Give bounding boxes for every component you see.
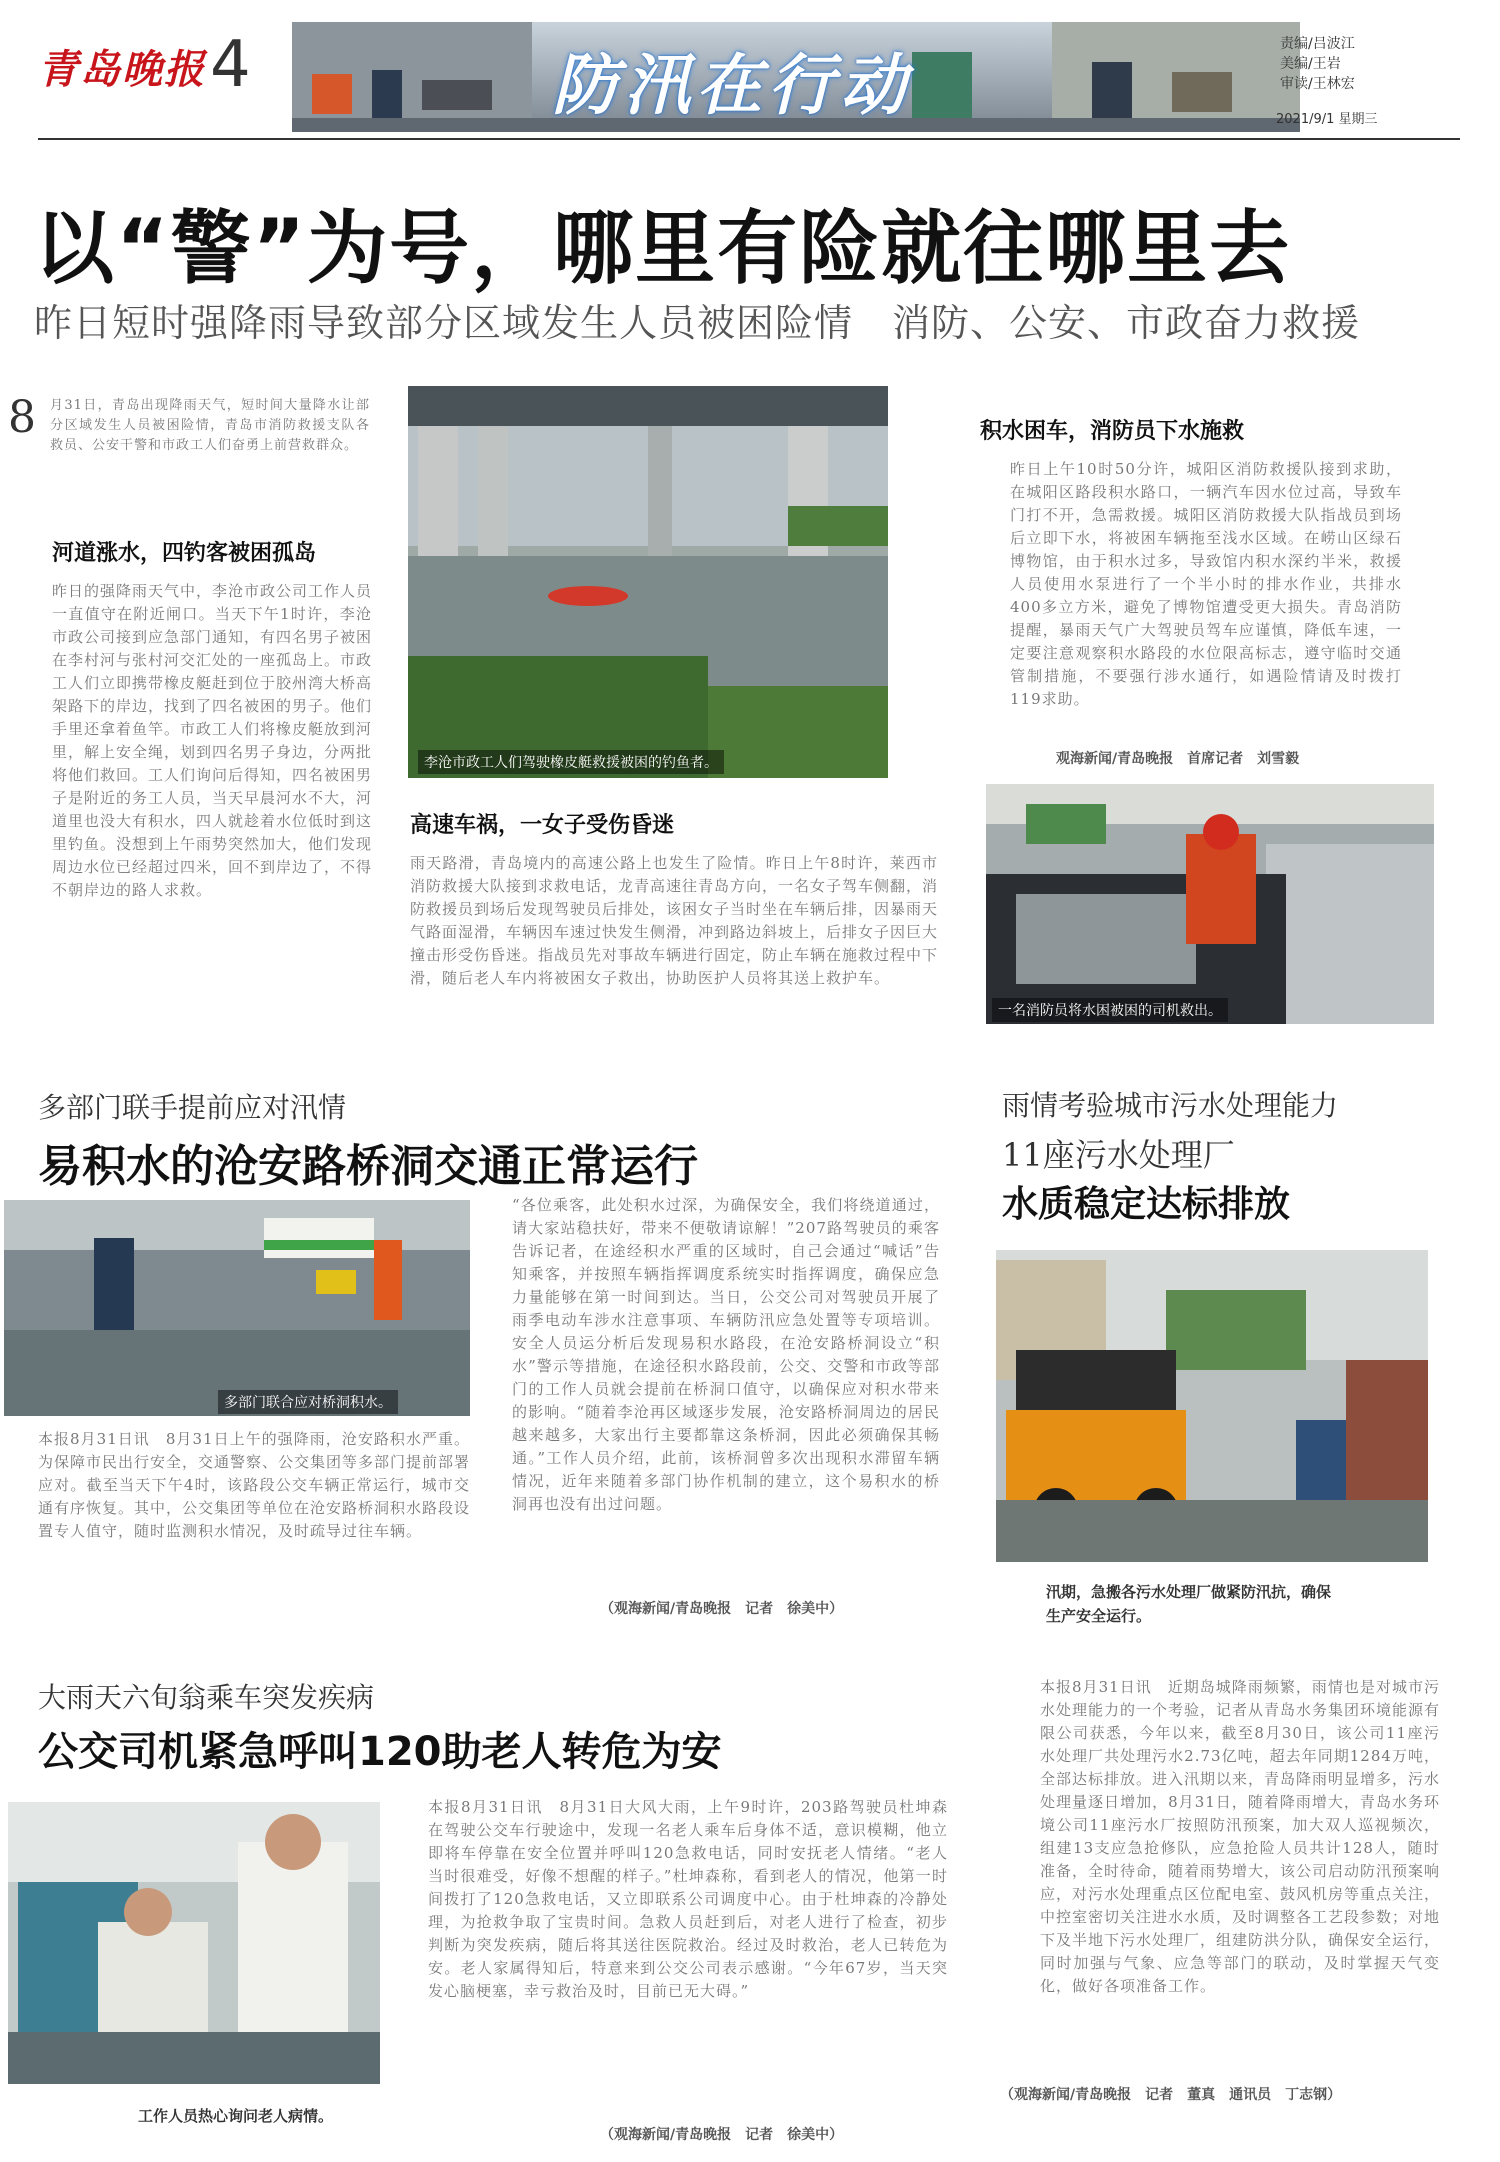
story3-title: 水质稳定达标排放	[1002, 1184, 1291, 1225]
car-rescue-photo	[986, 784, 1434, 1024]
story1-section2-title: 高速车祸，一女子受伤昏迷	[410, 813, 675, 838]
story1-body: 昨日的强降雨天气中，李沧市政公司工作人员一直值守在附近闸口。当天下午1时许，李沧市政公司接到应急部门通知，有四名男子被困在李村河与张村河交汇处的一座孤岛上。市政工人们立即携带橡皮艇赶到位于胶州湾大桥高架路下的岸边，找到了四名被困的男子。他们手里还拿着鱼竿。市政工人们将橡皮艇放到河里，解上安全绳，划到四名男子身边，分两批将他们救回。工人们询问后得知，四名被困男子是附近的务工人员，当天早晨河水不大，河道里也没大有积水，四人就趁着水位低时到这里钓鱼。没想到上午雨势突然加大，他们发现周边水位已经超过四米，回不到岸边了，不得不朝岸边的路人求救。	[52, 582, 372, 899]
bus-photo	[8, 1802, 380, 2084]
issue-date: 2021/9/1 星期三	[1276, 112, 1378, 127]
story2-kicker: 多部门联手提前应对汛情	[38, 1091, 347, 1124]
car-rescue-caption: 一名消防员将水困被困的司机救出。	[992, 998, 1228, 1022]
story3-kicker: 雨情考验城市污水处理能力	[1002, 1089, 1339, 1122]
story1-section3-title: 积水困车，消防员下水施救	[980, 419, 1245, 444]
story3-byline: （观海新闻/青岛晚报 记者 董真 通讯员 丁志钢）	[1000, 2087, 1342, 2103]
story4-body: 本报8月31日讯 8月31日大风大雨，上午9时许，203路驾驶员杜坤森在驾驶公交车行驶途中，发现一名老人乘车后身体不适，意识模糊，他立即将车停靠在安全位置并呼叫120急救电话，同时安抚老人情绪。“老人当时很难受，好像不想醒的样子。”杜坤森称，看到老人的情况，他第一时间拨打了120急救电话，又立即联系公司调度中心。由于杜坤森的冷静处理，为抢救争取了宝贵时间。急救人员赶到后，对老人进行了检查，初步判断为突发疾病，随后将其送往医院救治。经过及时救治，老人已转危为安。老人家属得知后，特意来到公交公司表示感谢。“今年67岁，当天突发心脑梗塞，幸亏救治及时，目前已无大碍。”	[428, 1798, 948, 2000]
story2-body-left: 本报8月31日讯 8月31日上午的强降雨，沧安路积水严重。为保障市民出行安全，交通警察、公交集团等多部门提前部署应对。截至当天下午4时，该路段公交车辆正常运行，城市交通有序恢复。其中，公交集团等单位在沧安路桥洞积水路段设置专人值守，随时监测积水情况，及时疏导过往车辆。	[38, 1430, 470, 1540]
underpass-caption: 多部门联合应对桥洞积水。	[218, 1390, 398, 1414]
story4-byline: （观海新闻/青岛晚报 记者 徐美中）	[600, 2127, 844, 2143]
forklift-illustration	[996, 1250, 1428, 1562]
main-subhead: 昨日短时强降雨导致部分区域发生人员被困险情 消防、公安、市政奋力救援	[34, 301, 1361, 345]
page-number: 4	[210, 28, 251, 102]
bus-interior-illustration	[8, 1802, 380, 2084]
story2-body-right: “各位乘客，此处积水过深，为确保安全，我们将绕道通过，请大家站稳扶好，带来不便敬请谅解！”207路驾驶员的乘客告诉记者，在途经积水严重的区域时，自己会通过“喊话”告知乘客，并按照车辆指挥调度系统实时指挥调度，确保应急力量能够在第一时间到达。当日，公交公司对驾驶员开展了雨季电动车涉水注意事项、车辆防汛应急处置等专项培训。安全人员运分析后发现易积水路段，在沧安路桥洞设立“积水”警示等措施，在途径积水路段前，公交、交警和市政等部门的工作人员就会提前在桥洞口值守，以确保应对积水带来的影响。“随着李沧再区域逐步发展，沧安路桥洞周边的居民越来越多，大家出行主要都靠这条桥洞，因此必须确保其畅通。”工作人员介绍，此前，该桥洞曾多次出现积水滞留车辆情况，近年来随着多部门协作机制的建立，这个易积水的桥洞再也没有出过问题。	[512, 1196, 940, 1513]
underpass-photo	[4, 1200, 470, 1416]
masthead-rule	[38, 138, 1460, 140]
bridge-flood-illustration	[408, 386, 888, 778]
forklift-caption: 汛期，急搬各污水处理厂做紧防汛抗，确保生产安全运行。	[1046, 1583, 1332, 1625]
banner-title: 防汛在行动	[552, 46, 912, 124]
main-headline: 以“警”为号，哪里有险就往哪里去	[34, 202, 1292, 295]
editor-line: 责编/吕波江	[1280, 36, 1355, 52]
editor-line: 审读/王林宏	[1280, 76, 1355, 92]
story3-body: 本报8月31日讯 近期岛城降雨频繁，雨情也是对城市污水处理能力的一个考验，记者从青岛水务集团环境能源有限公司获悉，今年以来，截至8月30日，该公司11座污水处理厂共处理污水2.73亿吨，超去年同期1284万吨，全部达标排放。进入汛期以来，青岛降雨明显增多，污水处理量逐日增加，8月31日，随着降雨增大，青岛水务环境公司11座污水厂按照防汛预案，加大双人巡视频次，组建13支应急抢修队，应急抢险人员共计128人，随时准备，全时待命，随着雨势增大，该公司启动防汛预案响应，对污水处理重点区位配电室、鼓风机房等重点关注，中控室密切关注进水水质，及时调整各工艺段参数；对地下及半地下污水处理厂，组建防洪分队，确保安全运行，同时加强与气象、应急等部门的联动，及时掌握天气变化，做好各项准备工作。	[1040, 1678, 1440, 1995]
story4-title: 公交司机紧急呼叫120助老人转危为安	[38, 1729, 722, 1775]
car-rescue-illustration	[986, 784, 1434, 1024]
story2-byline: （观海新闻/青岛晚报 记者 徐美中）	[600, 1601, 844, 1617]
underpass-illustration	[4, 1200, 470, 1416]
bus-caption: 工作人员热心询问老人病情。	[138, 2107, 334, 2125]
story1-body3: 昨日上午10时50分许，城阳区消防救援队接到求助，在城阳区路段积水路口，一辆汽车因水位过高，导致车门打不开，急需救援。城阳区消防救援大队指战员到场后立即下水，将被困车辆拖至浅水区域。在崂山区绿石博物馆，由于积水过多，导致馆内积水深约半米，救援人员使用水泵进行了一个半小时的排水作业，共排水400多立方米，避免了博物馆遭受更大损失。青岛消防提醒，暴雨天气广大驾驶员驾车应谨慎，降低车速，一定要注意观察积水路段的水位限高标志，遵守临时交通管制措施，不要强行涉水通行，如遇险情请及时拨打119求助。	[1010, 460, 1402, 708]
editors-block	[1280, 34, 1355, 94]
story2-title: 易积水的沧安路桥洞交通正常运行	[38, 1141, 698, 1192]
story1-body2: 雨天路滑，青岛境内的高速公路上也发生了险情。昨日上午8时许，莱西市消防救援大队接到求救电话，龙青高速往青岛方向，一名女子驾车侧翻，消防救援员到场后发现驾驶员后排处，该困女子当时坐在车辆后排，因暴雨天气路面湿滑，车辆因车速过快发生侧滑，冲到路边斜坡上，后排女子因巨大撞击形受伤昏迷。指战员先对事故车辆进行固定，防止车辆在施救过程中下滑，随后老人车内将被困女子救出，协助医护人员将其送上救护车。	[410, 854, 938, 987]
newspaper-logo: 青岛晚报	[38, 46, 206, 93]
dropcap: 8	[8, 392, 36, 443]
section-banner	[292, 22, 1300, 132]
editor-line: 美编/王岩	[1280, 56, 1341, 72]
story4-kicker: 大雨天六旬翁乘车突发疾病	[38, 1681, 375, 1714]
rescue-boat-caption: 李沧市政工人们驾驶橡皮艇救援被困的钓鱼者。	[418, 750, 724, 774]
story3-kicker2: 11座污水处理厂	[1002, 1136, 1235, 1174]
story1-byline3: 观海新闻/青岛晚报 首席记者 刘雪毅	[1056, 751, 1300, 767]
forklift-photo	[996, 1250, 1428, 1562]
story1-section-title: 河道涨水，四钓客被困孤岛	[52, 541, 317, 566]
story1-lead: 月31日，青岛出现降雨天气，短时间大量降水让部分区域发生人员被困险情，青岛市消防救援支队各救员、公安干警和市政工人们奋勇上前营救群众。	[50, 398, 370, 453]
rescue-boat-photo	[408, 386, 888, 778]
